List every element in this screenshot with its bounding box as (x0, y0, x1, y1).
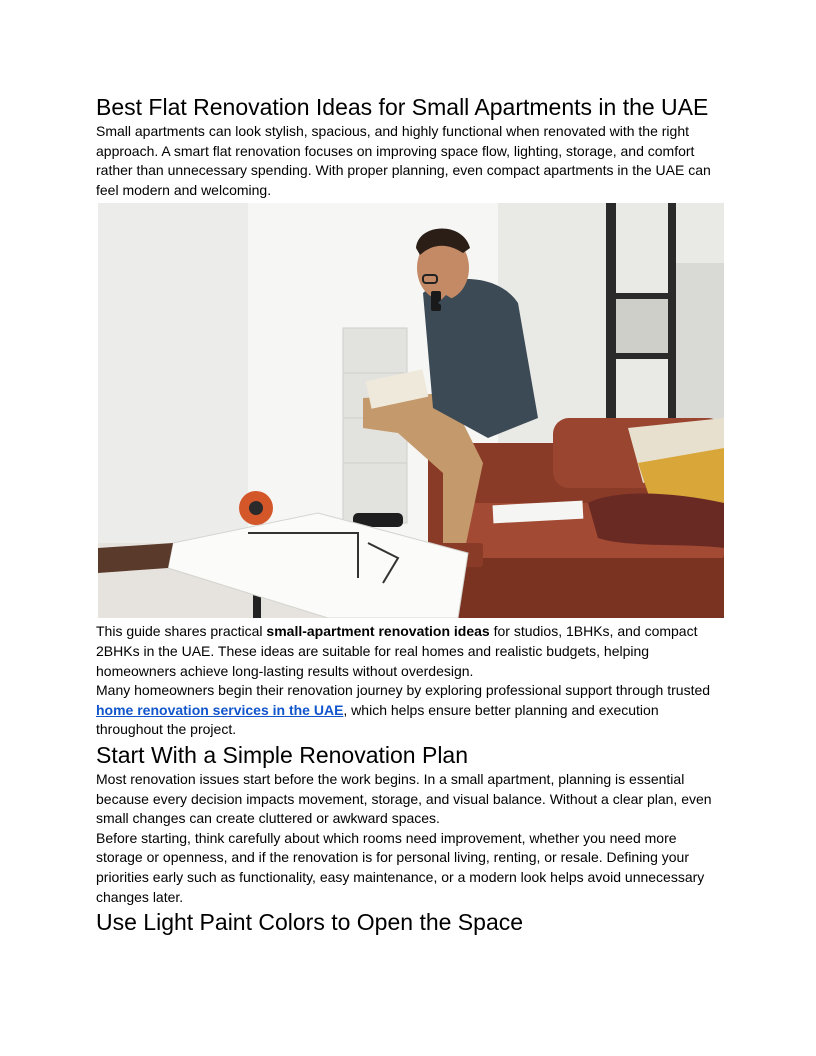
services-text-after: , which helps ensure better planning and execution throughout the project. (96, 701, 659, 738)
section-heading-paint: Use Light Paint Colors to Open the Space (96, 909, 524, 936)
renovation-photo (98, 203, 724, 618)
guide-bold-phrase: small-apartment renovation ideas (266, 623, 490, 640)
services-text-before: Many homeowners begin their renovation journey by exploring professional support through trusted (96, 682, 711, 699)
renovation-services-link[interactable]: home renovation services in the UAE (96, 701, 344, 718)
services-paragraph (96, 681, 722, 740)
guide-text-before: This guide shares practical (96, 623, 267, 640)
document-page (96, 92, 722, 937)
intro-paragraph: Small apartments can look stylish, spacious, and highly functional when renovated with the right approach. A smart flat renovation focuses on improving space flow, lighting, storage, and comfort rather than unnecessary spending. With proper planning, even compact apartments in the UAE can feel modern and welcoming. (96, 123, 711, 198)
plan-paragraph-1: Most renovation issues start before the work begins. In a small apartment, planning is essential because every decision impacts movement, storage, and visual balance. Without a clear plan, even small changes can create cluttered or awkward spaces. (96, 770, 712, 827)
article-title: Best Flat Renovation Ideas for Small Apartments in the UAE (96, 94, 709, 120)
guide-text-after: for studios, 1BHKs, and compact 2BHKs in the UAE. These ideas are suitable for real homes and realistic budgets, helping homeowners achieve long-lasting results without overdesign. (96, 623, 698, 679)
section-heading-plan: Start With a Simple Renovation Plan (96, 741, 469, 768)
plan-paragraph-2: Before starting, think carefully about which rooms need improvement, whether you need more storage or openness, and if the renovation is for personal living, renting, or resale. Defining your priorities early such as functionality, easy maintenance, or a modern look helps avoid unnecessary changes later. (96, 829, 705, 905)
guide-paragraph (96, 622, 722, 681)
